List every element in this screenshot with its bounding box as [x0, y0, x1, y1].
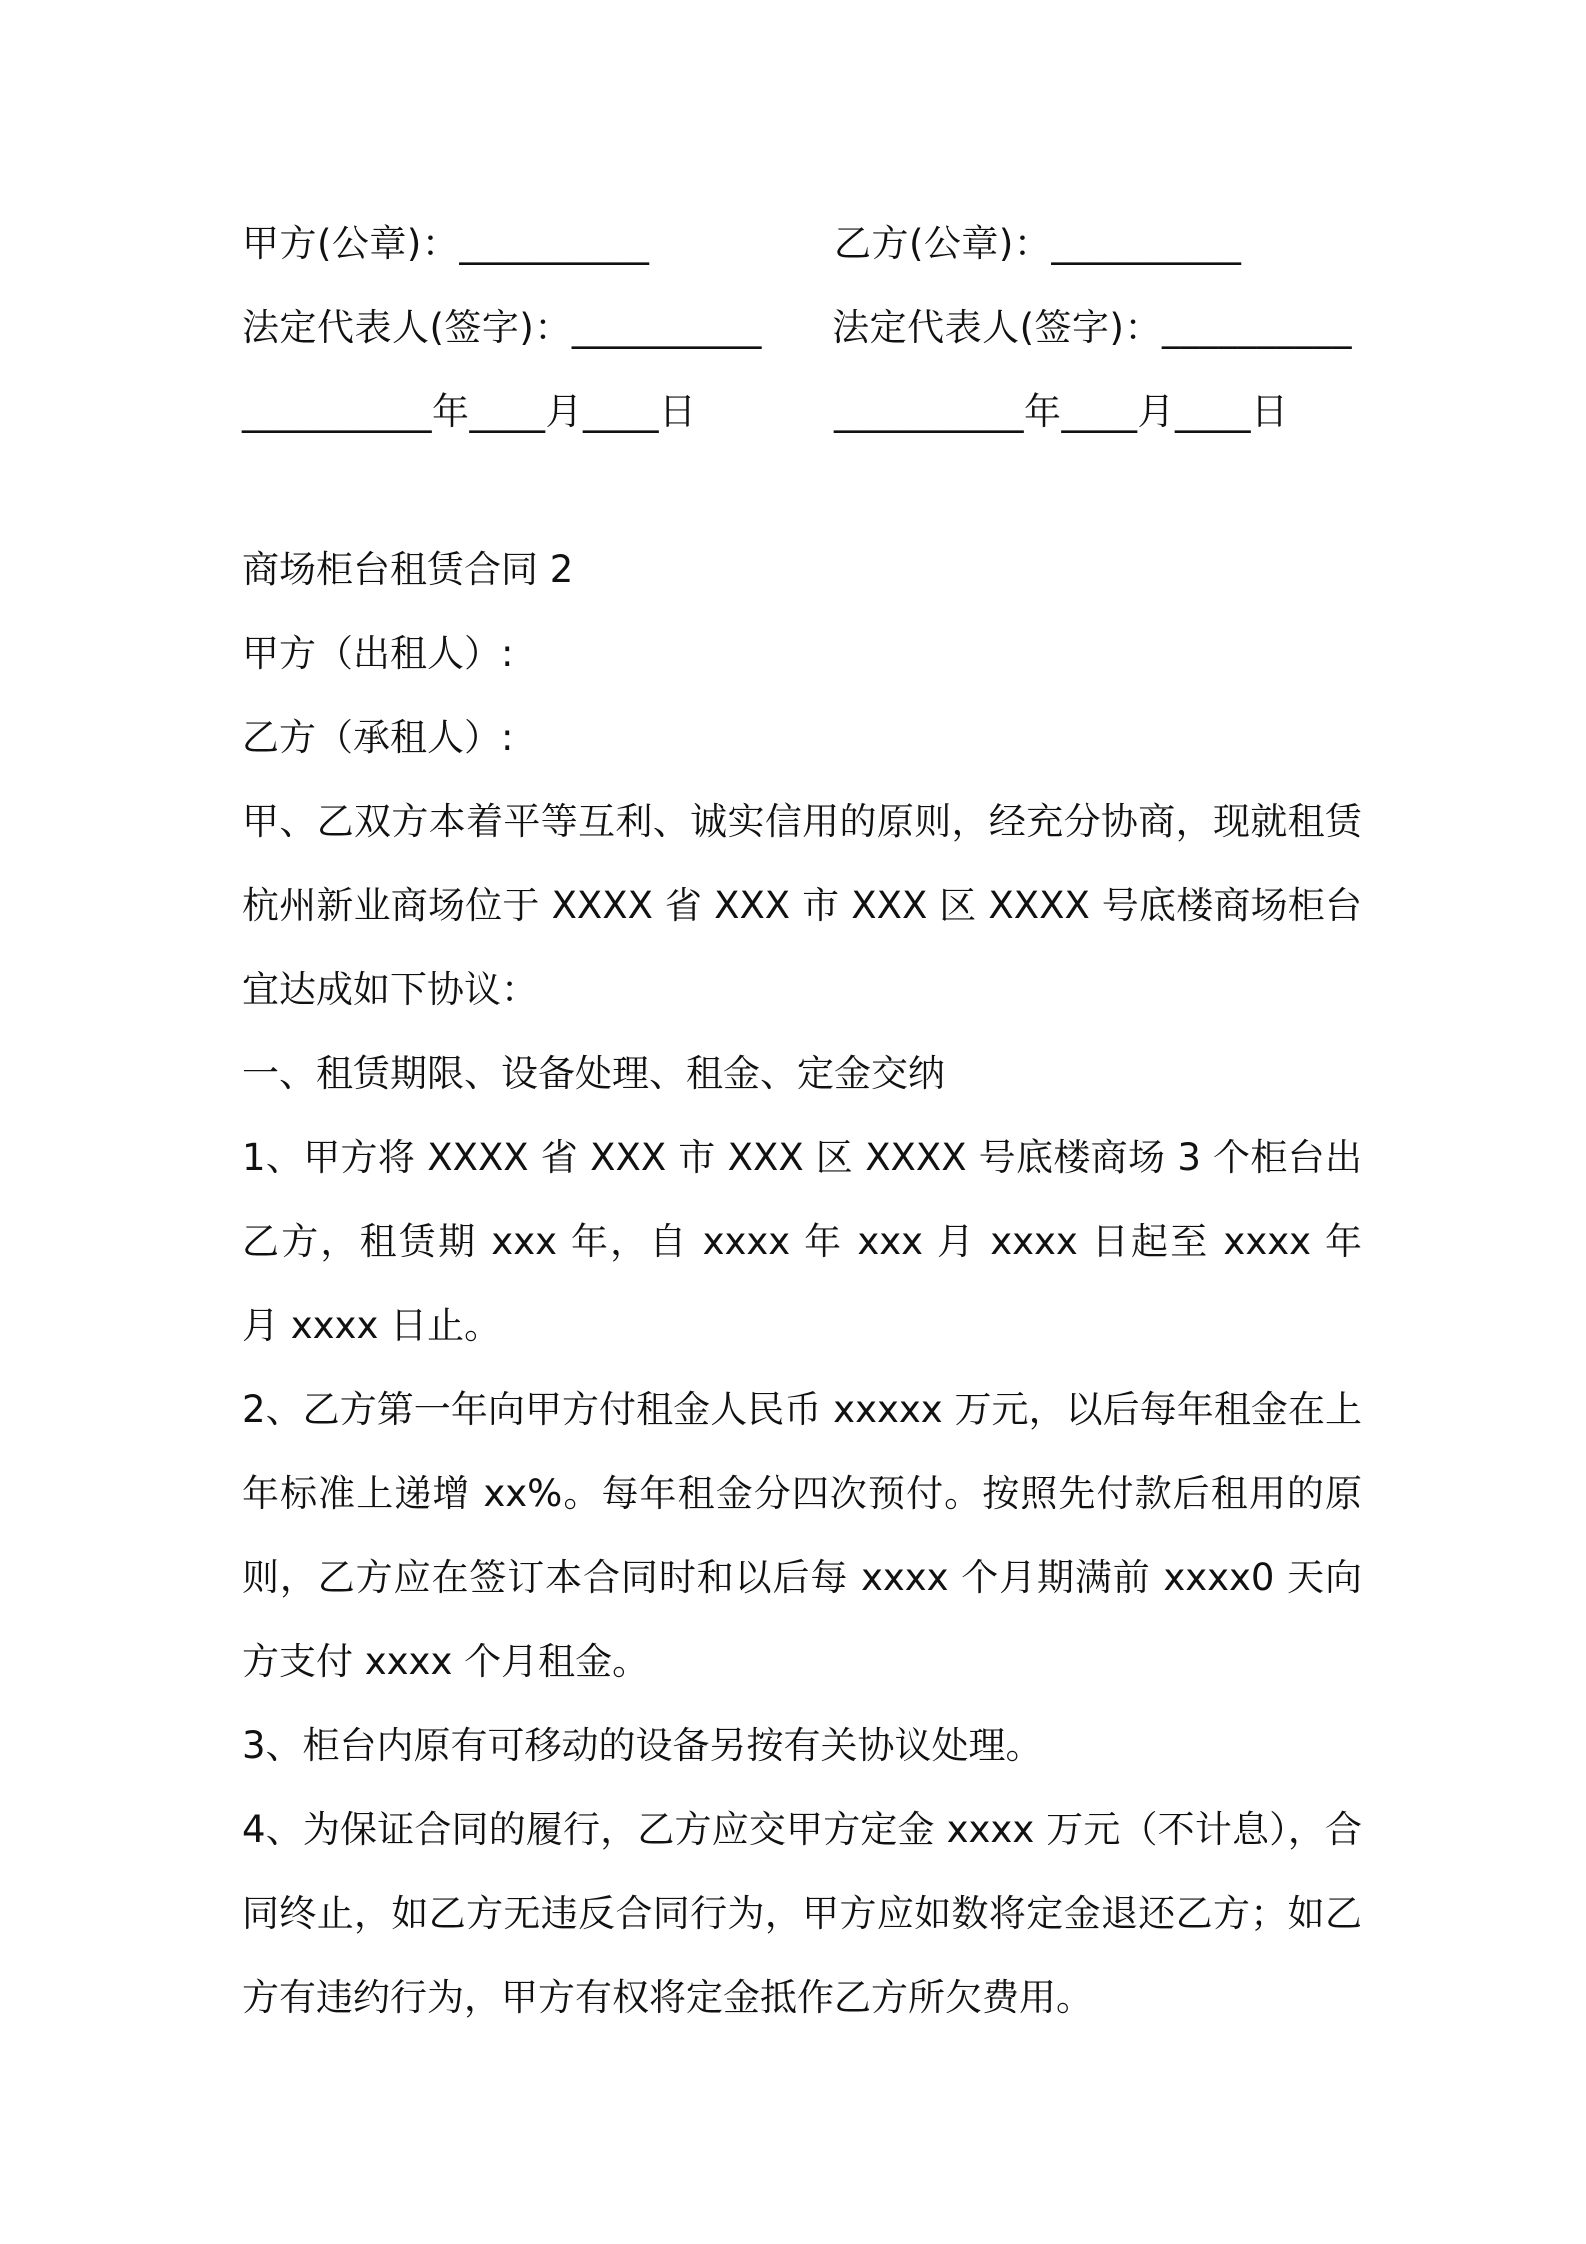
clause-1-line: 1、甲方将 XXXX 省 XXX 市 XXX 区 XXXX 号底楼商场 3 个柜台出: [242, 1136, 1362, 1179]
clause-2-line: 方支付 xxxx 个月租金。: [242, 1640, 650, 1683]
party-b-seal-line: 乙方(公章)：__________: [834, 222, 1242, 265]
intro-line: 甲、乙双方本着平等互利、诚实信用的原则，经充分协商，现就租赁: [242, 800, 1362, 843]
clause-1-line: 乙方，租赁期 xxx 年，自 xxxx 年 xxx 月 xxxx 日起至 xxxx 年: [242, 1220, 1362, 1263]
party-b-representative-line: 法定代表人(签字)：__________: [832, 306, 1352, 349]
clause-4-line: 4、为保证合同的履行，乙方应交甲方定金 xxxx 万元（不计息），合: [242, 1808, 1362, 1851]
clause-2-line: 则，乙方应在签订本合同时和以后每 xxxx 个月期满前 xxxx0 天向: [242, 1556, 1362, 1599]
signature-row-seal: [242, 198, 1352, 282]
clause-4-line: 方有违约行为，甲方有权将定金抵作乙方所欠费用。: [242, 1976, 1093, 2019]
party-a-date-line: __________年____月____日: [242, 390, 697, 433]
section-heading: 一、租赁期限、设备处理、租金、定金交纳: [242, 1052, 945, 1095]
clause-4-line: 同终止，如乙方无违反合同行为，甲方应如数将定金退还乙方；如乙: [242, 1892, 1362, 1935]
intro-line: 宜达成如下协议：: [242, 968, 538, 1011]
party-a-label: 甲方（出租人）:: [242, 632, 514, 675]
party-a-representative-line: 法定代表人(签字)：__________: [242, 306, 762, 349]
party-a-seal-line: 甲方(公章)：__________: [242, 222, 650, 265]
signature-row-date: [242, 366, 1352, 450]
clause-1-line: 月 xxxx 日止。: [242, 1304, 502, 1347]
clause-2-line: 2、乙方第一年向甲方付租金人民币 xxxxx 万元，以后每年租金在上: [242, 1388, 1362, 1431]
contract-body: [242, 528, 1362, 2040]
party-b-label: 乙方（承租人）:: [242, 716, 514, 759]
party-b-date-line: __________年____月____日: [834, 390, 1289, 433]
signature-block: [242, 198, 1352, 450]
signature-row-rep: [242, 282, 1352, 366]
clause-3-line: 3、柜台内原有可移动的设备另按有关协议处理。: [242, 1724, 1043, 1767]
clause-2-line: 年标准上递增 xx%。每年租金分四次预付。按照先付款后租用的原: [242, 1472, 1362, 1515]
intro-line: 杭州新业商场位于 XXXX 省 XXX 市 XXX 区 XXXX 号底楼商场柜台: [242, 884, 1362, 927]
contract-title: 商场柜台租赁合同 2: [242, 548, 574, 591]
